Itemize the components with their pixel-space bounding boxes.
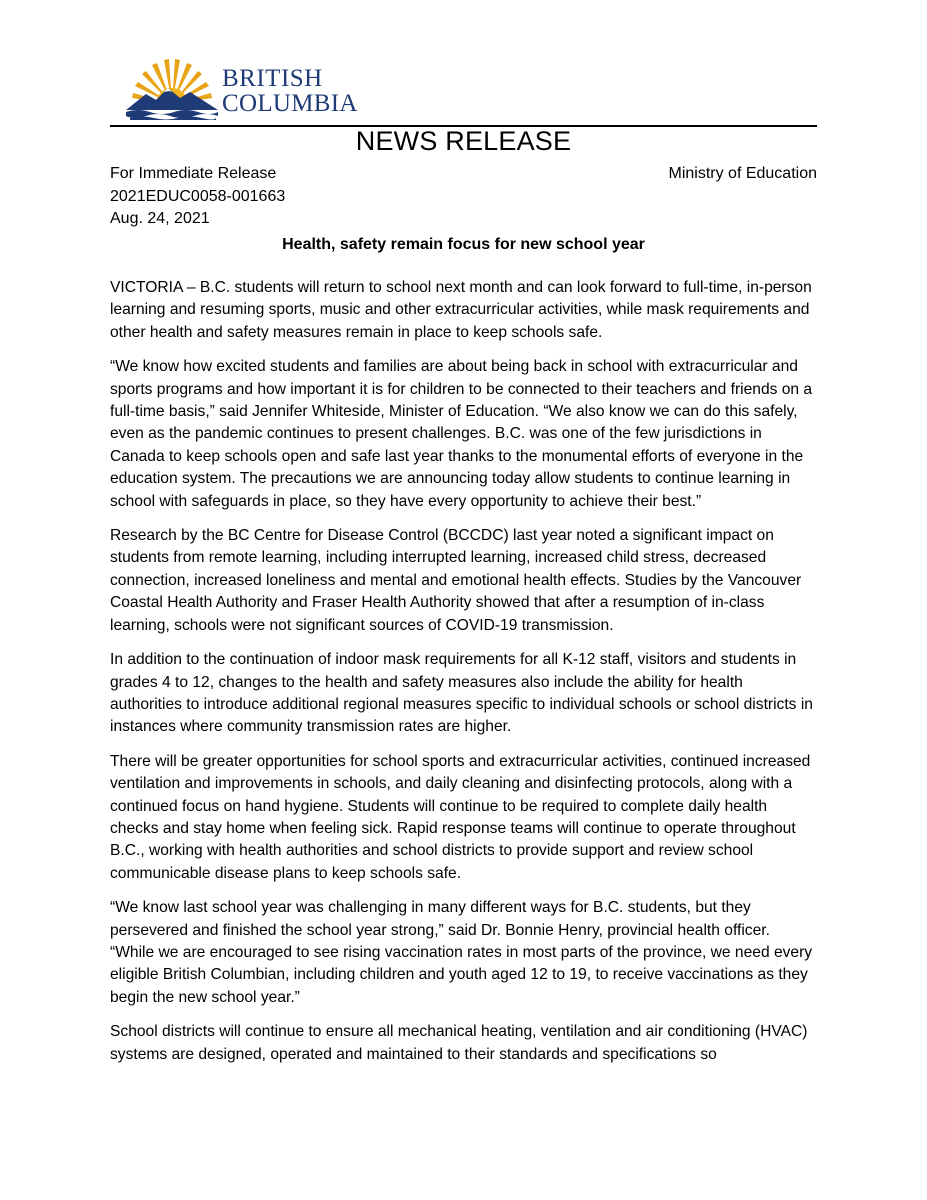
paragraph: Research by the BC Centre for Disease Control (BCCDC) last year noted a significant impact on students from remote learning, including interrupted learning, increased child stress, decreased connection, increased loneliness and mental and emotional health effects. Studies by the Vancouver Coastal Health Authority and Fraser Health Authority showed that after a resumption of in-class learning, schools were not significant sources of COVID-19 transmission. (110, 527, 802, 634)
bc-logo (124, 58, 364, 120)
paragraph: School districts will continue to ensure all mechanical heating, ventilation and air conditioning (HVAC) systems are designed, operated and maintained to their standards and specifications so (110, 1023, 808, 1063)
logo-line-british: BRITISH (222, 65, 323, 92)
paragraph: “We know last school year was challenging in many different ways for B.C. students, but they persevered and finished the school year strong,” said Dr. Bonnie Henry, provincial health officer. “While we are encouraged to see rising vaccination rates in most parts of the province, we need every eligible British Columbian, including children and youth aged 12 to 19, to receive vaccinations as they begin the new school year.” (110, 899, 813, 1006)
release-meta (110, 163, 285, 231)
logo-line-columbia: COLUMBIA (222, 90, 358, 117)
headline: Health, safety remain focus for new school year (282, 236, 645, 253)
paragraph: VICTORIA – B.C. students will return to school next month and can look forward to full-time, in-person learning and resuming sports, music and other extracurricular activities, while mask requirements and other health and safety measures remain in place to keep schools safe. (110, 279, 812, 341)
ministry-name: Ministry of Education (668, 165, 817, 182)
release-id: 2021EDUC0058-001663 (110, 187, 286, 205)
paragraph: In addition to the continuation of indoor mask requirements for all K-12 staff, visitors and students in grades 4 to 12, changes to the health and safety measures also include the ability for health authorities to introduce additional regional measures specific to individual schools or school districts in instances where community transmission rates are higher. (110, 651, 813, 736)
release-body (110, 277, 817, 1078)
release-date: Aug. 24, 2021 (110, 210, 210, 227)
page-title: NEWS RELEASE (355, 126, 572, 156)
bc-sun-mountain-icon (124, 58, 220, 120)
release-type: For Immediate Release (110, 165, 277, 182)
paragraph: “We know how excited students and families are about being back in school with extracurricular and sports programs and how important it is for children to be connected to their teachers and friends on a full-time basis,” said Jennifer Whiteside, Minister of Education. “We also know we can do this safely, even as the pandemic continues to present challenges. B.C. was one of the few jurisdictions in Canada to keep schools open and safe last year thanks to the monumental efforts of everyone in the education system. The precautions we are announcing today allow students to continue learning in school with safeguards in place, so they have every opportunity to achieve their best.” (110, 358, 813, 510)
logo-wordmark (222, 66, 358, 116)
paragraph: There will be greater opportunities for school sports and extracurricular activities, continued increased ventilation and improvements in schools, and daily cleaning and disinfecting protocols, along with a continued focus on hand hygiene. Students will continue to be required to complete daily health checks and stay home when feeling sick. Rapid response teams will continue to operate throughout B.C., working with health authorities and school districts to provide support and review school communicable disease plans to keep schools safe. (110, 752, 811, 882)
